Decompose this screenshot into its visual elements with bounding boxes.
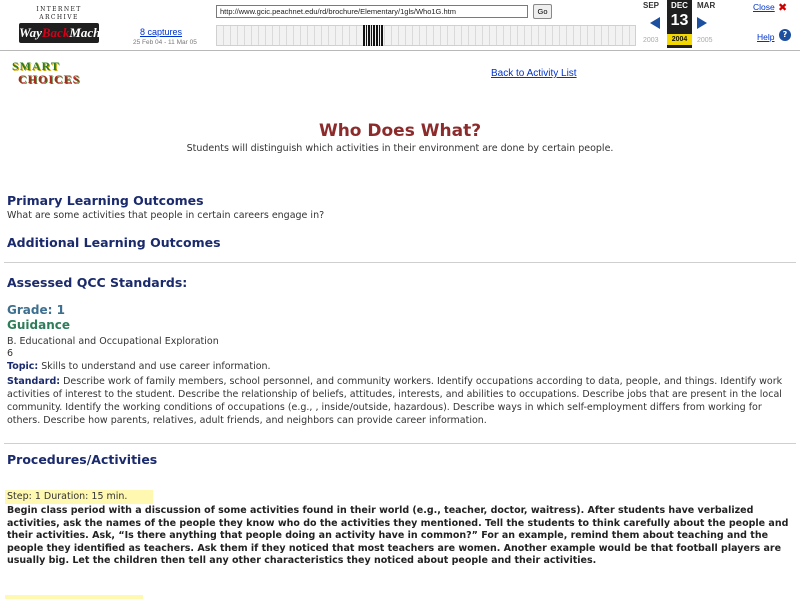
page-title: Who Does What? <box>318 121 482 141</box>
close-link[interactable]: Close <box>753 2 775 12</box>
capture-marks <box>363 25 383 46</box>
capture-mark <box>379 25 380 46</box>
topic-text: Skills to understand and use career information. <box>41 361 271 372</box>
help-icon[interactable]: ? <box>779 29 791 41</box>
wordmark-way: Way <box>19 25 42 40</box>
close-icon[interactable]: ✖ <box>778 1 788 14</box>
section-divider <box>4 262 796 263</box>
procedures-heading: Procedures/Activities <box>7 452 158 467</box>
next-month-link[interactable]: MAR <box>697 1 716 10</box>
url-input[interactable] <box>216 5 528 18</box>
standard-block <box>7 375 792 427</box>
wordmark-back: Back <box>41 25 70 40</box>
prev-year-label: 2003 <box>643 37 659 44</box>
topic-line <box>7 360 271 373</box>
help-link[interactable]: Help <box>757 32 775 42</box>
logo-line-1: SMART <box>12 59 60 73</box>
capture-mark <box>373 25 375 46</box>
capture-timeline[interactable] <box>216 25 636 46</box>
capture-mark <box>376 25 378 46</box>
page-subtitle: Students will distinguish which activities in their environment are done by certain people. <box>186 143 614 154</box>
qcc-standards-heading: Assessed QCC Standards: <box>7 275 188 290</box>
capture-mark <box>381 25 383 46</box>
next-capture-arrow-icon[interactable] <box>697 17 707 29</box>
strand-text: B. Educational and Occupational Exploration <box>7 336 219 347</box>
smart-choices-logo <box>12 60 98 90</box>
standard-number: 6 <box>7 348 14 359</box>
primary-outcomes-text: What are some activities that people in certain careers engage in? <box>7 210 325 221</box>
capture-mark <box>371 25 372 46</box>
standard-label: Standard: <box>7 376 61 387</box>
capture-mark <box>366 25 367 46</box>
primary-outcomes-heading: Primary Learning Outcomes <box>7 193 204 208</box>
current-year: 2004 <box>667 34 692 45</box>
capture-date-range: 25 Feb 04 - 11 Mar 05 <box>133 39 197 46</box>
prev-capture-arrow-icon[interactable] <box>650 17 660 29</box>
subject-label: Guidance <box>7 318 70 332</box>
back-to-activity-list-link[interactable]: Back to Activity List <box>491 68 577 79</box>
standard-text: Describe work of family members, school personnel, and community workers. Identify occupations according to data, people, and things. Identify work activities of interest to the student. Describe the relationship of beliefs, attitudes, interests, and abilities to occupations. Describe jobs that are present in the local community. Identify the working conditions of occupations (e.g., , inside/outside, hazardous). Describe ways in which self-employment differs from working for others. Describe how parents, relatives, adult friends, and neighbors can provide career information. <box>7 376 783 426</box>
wayback-toolbar <box>0 0 800 51</box>
procedure-text: Begin class period with a discussion of some activities found in their world (e.g., teacher, doctor, waitress). After students have verbalized activities, ask the names of the people they know who do the activities they mentioned. Tell the students to think carefully about the people and their activities. Ask, “Is there anything that people doing an activity have in common?” For an example, remind them about teaching and the people they identified as teachers. Ask them if they noticed that most teachers are women. Another example would be that football players are usually big. Let the children then tell any other characteristics they noticed about people and their activities. <box>7 505 789 567</box>
prev-month-link[interactable]: SEP <box>643 1 660 10</box>
internet-archive-label: INTERNET ARCHIVE <box>36 6 82 21</box>
current-capture-date <box>667 0 692 48</box>
current-month: DEC <box>671 1 688 10</box>
captures-link[interactable]: 8 captures <box>140 27 183 37</box>
wordmark-machine: Machine <box>69 25 117 40</box>
step-duration: Step: 1 Duration: 15 min. <box>5 490 153 504</box>
wayback-logo[interactable] <box>19 6 117 40</box>
logo-line-2: CHOICES <box>18 72 81 86</box>
current-day: 13 <box>670 12 689 29</box>
go-button[interactable]: Go <box>533 4 552 19</box>
wayback-machine-wordmark <box>19 23 117 43</box>
additional-outcomes-heading: Additional Learning Outcomes <box>7 235 221 250</box>
grade-label: Grade: 1 <box>7 303 65 317</box>
capture-mark <box>368 25 370 46</box>
topic-label: Topic: <box>7 361 39 372</box>
capture-mark <box>363 25 365 46</box>
section-divider <box>4 443 796 444</box>
next-step-highlight <box>5 595 143 599</box>
next-year-label: 2005 <box>697 37 713 44</box>
